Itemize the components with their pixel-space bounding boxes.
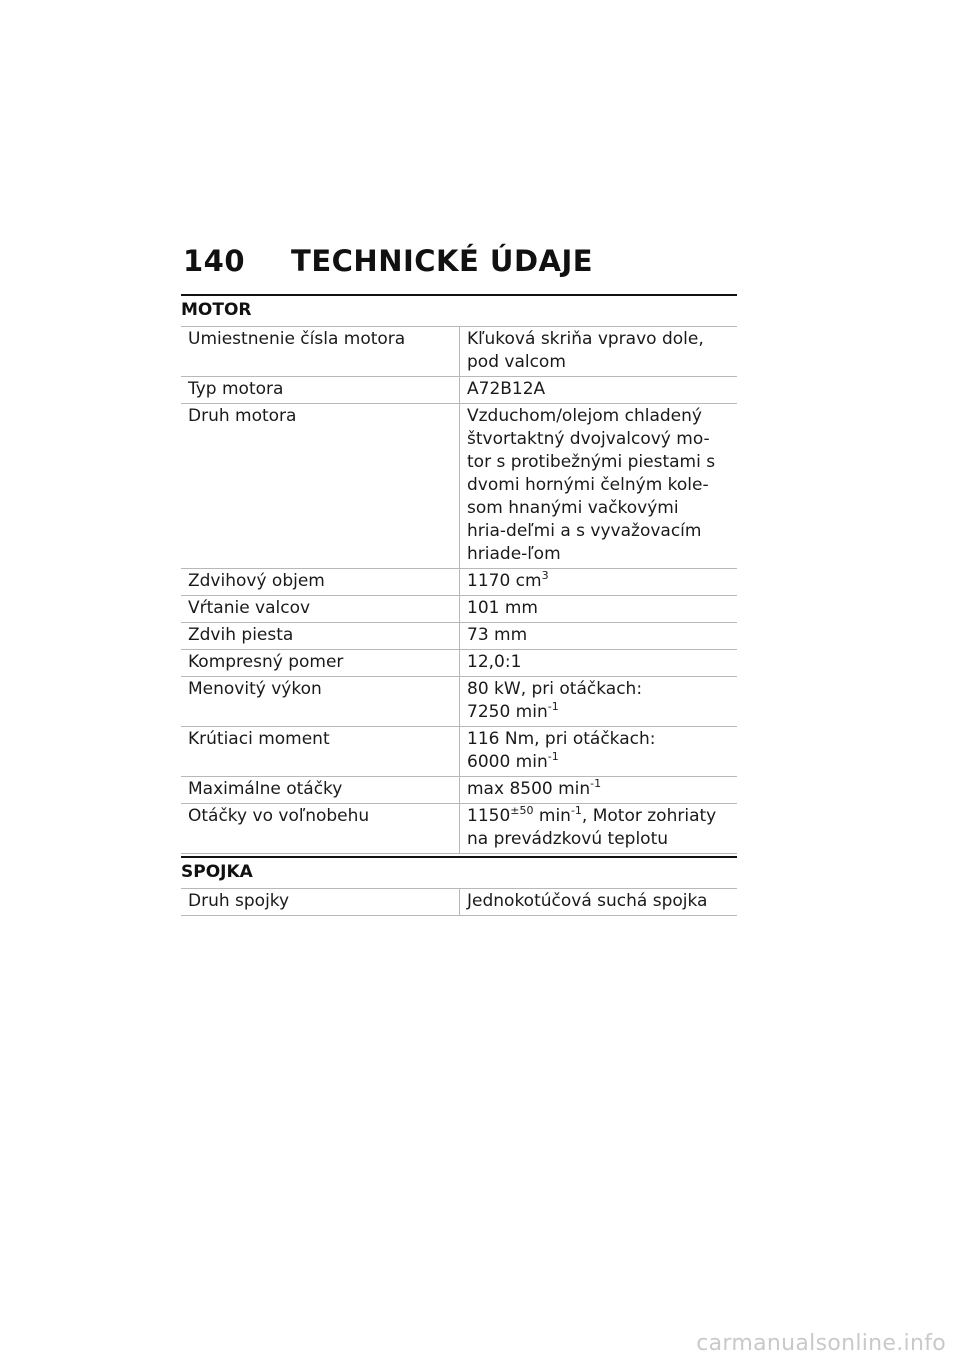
spojka-section-title: SPOJKA bbox=[181, 856, 737, 888]
spec-value-text: 1170 cm bbox=[467, 571, 542, 591]
spec-value-sup: ±50 bbox=[510, 804, 534, 817]
table-row bbox=[181, 677, 737, 727]
spec-label: Zdvih piesta bbox=[181, 623, 460, 650]
spec-value bbox=[460, 727, 738, 777]
spec-value: 73 mm bbox=[460, 623, 738, 650]
spec-value bbox=[460, 569, 738, 596]
spec-value-sup: 3 bbox=[541, 569, 549, 582]
spec-label: Maximálne otáčky bbox=[181, 777, 460, 804]
spec-value-sup: -1 bbox=[590, 777, 602, 790]
spec-value-text: 80 kW, pri otáčkach: bbox=[467, 679, 643, 699]
spec-label: Druh spojky bbox=[181, 889, 460, 916]
spec-value-sup: -1 bbox=[547, 700, 559, 713]
table-row bbox=[181, 596, 737, 623]
spec-label: Menovitý výkon bbox=[181, 677, 460, 727]
spec-value-text: max 8500 min bbox=[467, 779, 591, 799]
table-row bbox=[181, 377, 737, 404]
table-row bbox=[181, 404, 737, 569]
spec-label: Druh motora bbox=[181, 404, 460, 569]
spojka-section bbox=[181, 856, 737, 916]
page-number: 140 bbox=[183, 244, 246, 278]
table-row bbox=[181, 569, 737, 596]
spec-label: Kompresný pomer bbox=[181, 650, 460, 677]
spec-label: Umiestnenie čísla motora bbox=[181, 327, 460, 377]
table-row bbox=[181, 889, 737, 916]
motor-section-title: MOTOR bbox=[181, 294, 737, 326]
table-row bbox=[181, 650, 737, 677]
spec-value-text: 7250 min bbox=[467, 702, 548, 722]
spec-value-sup: -1 bbox=[547, 750, 559, 763]
table-row bbox=[181, 727, 737, 777]
page-header bbox=[183, 244, 593, 278]
spec-value: 101 mm bbox=[460, 596, 738, 623]
spec-value-text: , Motor zohriaty na prevádzkovú teplotu bbox=[467, 806, 717, 849]
spec-label: Otáčky vo voľnobehu bbox=[181, 804, 460, 854]
motor-spec-table bbox=[181, 326, 737, 854]
spec-value-text: 116 Nm, pri otáčkach: bbox=[467, 729, 656, 749]
page-title: TECHNICKÉ ÚDAJE bbox=[291, 244, 594, 278]
spec-label: Krútiaci moment bbox=[181, 727, 460, 777]
spec-value-text: min bbox=[533, 806, 571, 826]
spec-label: Typ motora bbox=[181, 377, 460, 404]
spec-value: Jednokotúčová suchá spojka bbox=[460, 889, 738, 916]
spojka-spec-table bbox=[181, 888, 737, 916]
motor-section bbox=[181, 294, 737, 854]
spec-value-text: 1150 bbox=[467, 806, 511, 826]
spec-value-text: 6000 min bbox=[467, 752, 548, 772]
spec-value: A72B12A bbox=[460, 377, 738, 404]
spec-value bbox=[460, 804, 738, 854]
spec-label: Vŕtanie valcov bbox=[181, 596, 460, 623]
spec-label: Zdvihový objem bbox=[181, 569, 460, 596]
spec-value bbox=[460, 677, 738, 727]
spec-value: 12,0:1 bbox=[460, 650, 738, 677]
spec-value: Kľuková skriňa vpravo dole, pod valcom bbox=[460, 327, 738, 377]
spec-value bbox=[460, 777, 738, 804]
table-row bbox=[181, 327, 737, 377]
table-row bbox=[181, 623, 737, 650]
spec-value-sup: -1 bbox=[570, 804, 582, 817]
table-row bbox=[181, 777, 737, 804]
table-row bbox=[181, 804, 737, 854]
watermark: carmanualsonline.info bbox=[696, 1331, 946, 1356]
spec-value: Vzduchom/olejom chladený štvortaktný dvojvalcový mo-tor s protibežnými piestami s dvomi hornými čelným kole-som hnanými vačkovými hria-deľmi a s vyvažovacím hriade-ľom bbox=[460, 404, 738, 569]
